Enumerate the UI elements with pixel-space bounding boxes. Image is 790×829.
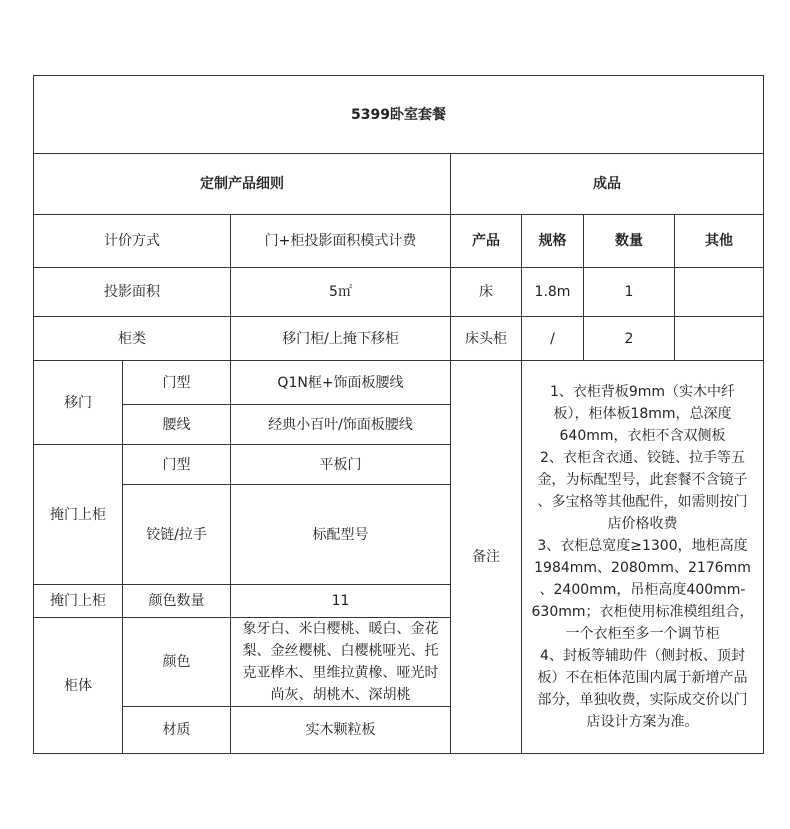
notes-line: 1984mm、2080mm、2176mm <box>534 560 751 576</box>
col-header-qty: 数量 <box>584 215 675 268</box>
overlay-upper-label: 掩门上柜 <box>34 445 123 585</box>
area-label: 投影面积 <box>34 268 231 317</box>
area-value: 5㎡ <box>231 268 451 317</box>
color-count-value: 11 <box>231 585 451 618</box>
pricing-label: 计价方式 <box>34 215 231 268</box>
notes-line: 4、封板等辅助件（侧封板、顶封 <box>540 648 745 664</box>
finished-products-header: 成品 <box>451 154 764 215</box>
notes-line: 店价格收费 <box>607 516 678 532</box>
finished-other-cell <box>675 317 764 361</box>
color-line: 梨、金丝樱桃、白樱桃哑光、托 <box>242 643 439 659</box>
color-line: 克亚桦木、里维拉黄橡、哑光时 <box>242 665 439 681</box>
cabinet-type-label: 柜类 <box>34 317 231 361</box>
sliding-waistline-label: 腰线 <box>123 405 231 445</box>
sliding-door-type-label: 门型 <box>123 361 231 405</box>
notes-line: 板）不在柜体范围内属于新增产品 <box>537 670 748 686</box>
notes-line: 3、衣柜总宽度≥1300，地柜高度 <box>537 538 748 554</box>
color-line: 尚灰、胡桃木、深胡桃 <box>270 687 411 703</box>
sliding-door-type-value: Q1N框+饰面板腰线 <box>231 361 451 405</box>
sliding-waistline-value: 经典小百叶/饰面板腰线 <box>231 405 451 445</box>
cabinet-type-value: 移门柜/上掩下移柜 <box>231 317 451 361</box>
pricing-value: 门+柜投影面积模式计费 <box>231 215 451 268</box>
notes-line: 板），柜体板18mm，总深度 <box>553 406 732 422</box>
cabinet-color-list <box>231 618 451 707</box>
finished-other-cell <box>675 268 764 317</box>
notes-line: 一个衣柜至多一个调节柜 <box>565 626 720 642</box>
hinge-handle-label: 铰链/拉手 <box>123 485 231 585</box>
finished-spec-cell: 1.8m <box>522 268 584 317</box>
color-count-label: 颜色数量 <box>123 585 231 618</box>
hinge-handle-value: 标配型号 <box>231 485 451 585</box>
notes-line: 630mm；衣柜使用标准模组组合， <box>531 604 754 620</box>
page-title: 5399卧室套餐 <box>34 76 764 154</box>
finished-product-cell: 床头柜 <box>451 317 522 361</box>
cabinet-body-label: 柜体 <box>34 618 123 754</box>
col-header-product: 产品 <box>451 215 522 268</box>
sliding-door-label: 移门 <box>34 361 123 445</box>
cabinet-material-label: 材质 <box>123 707 231 754</box>
notes-label: 备注 <box>451 361 522 754</box>
finished-qty-cell: 2 <box>584 317 675 361</box>
notes-line: 1、衣柜背板9mm（实木中纤 <box>549 384 736 400</box>
custom-products-header: 定制产品细则 <box>34 154 451 215</box>
color-line: 象牙白、米白樱桃、暖白、金花 <box>242 621 439 637</box>
col-header-other: 其他 <box>675 215 764 268</box>
notes-line: 店设计方案为准。 <box>586 714 699 730</box>
overlay-upper-color-label: 掩门上柜 <box>34 585 123 618</box>
notes-line: 部分，单独收费，实际成交价以门 <box>537 692 748 708</box>
overlay-door-type-value: 平板门 <box>231 445 451 485</box>
notes-line: 、多宝格等其他配件，如需则按门 <box>537 494 748 510</box>
bedroom-package-table <box>33 75 764 754</box>
notes-line: 640mm，衣柜不含双侧板 <box>559 428 726 444</box>
col-header-spec: 规格 <box>522 215 584 268</box>
cabinet-material-value: 实木颗粒板 <box>231 707 451 754</box>
finished-product-cell: 床 <box>451 268 522 317</box>
cabinet-color-label: 颜色 <box>123 618 231 707</box>
finished-qty-cell: 1 <box>584 268 675 317</box>
notes-line: 、2400mm，吊柜高度400mm- <box>539 582 746 598</box>
notes-line: 2、衣柜含衣通、铰链、拉手等五 <box>540 450 745 466</box>
finished-spec-cell: / <box>522 317 584 361</box>
overlay-door-type-label: 门型 <box>123 445 231 485</box>
notes-content <box>522 361 764 754</box>
notes-line: 金，为标配型号，此套餐不含镜子 <box>537 472 748 488</box>
